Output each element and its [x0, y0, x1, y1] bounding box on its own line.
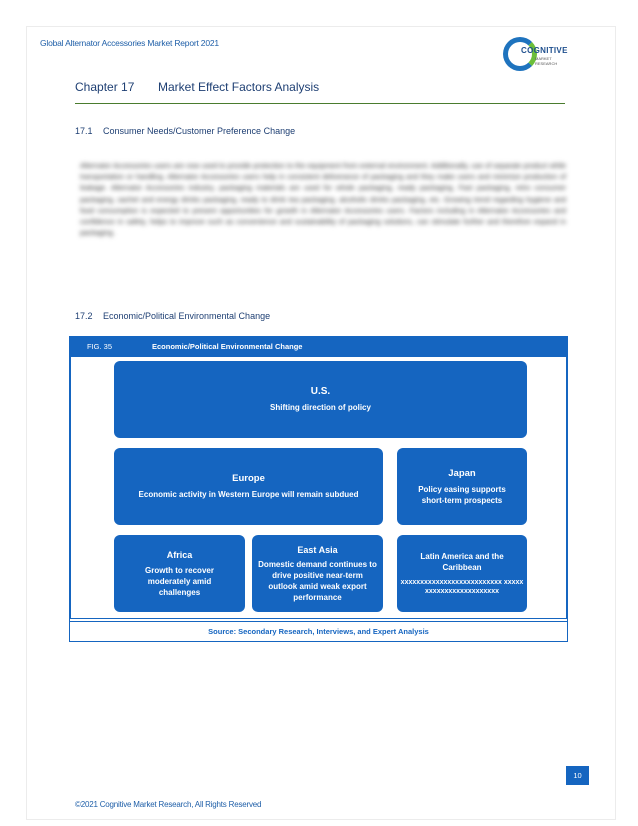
- blurred-paragraph: Alternator Accessories users are now used to provide protection to the equipment from external environment. Additionally, use of separate product while transportation or handling. Alternator Accessories users help in consistent deliverance of packaging and they make users and minimize production of leakage. Alternator Accessories industry, packaging materials are used for whole packaging, ready packaging, Fast packaging, retro consumer packaging, sachet and energy drinks packaging, ready to drink tea packaging, alcoholic drinks packaging, etc. Growing trend regarding hygiene and food consumption is expected to present opportunities for growth in Alternator Accessories users. Factors including in Alternator Accessories and confidence in safety, helps to improve such as convenience and sustainability of packaging solutions, can stimulate further and therefore expand in packaging.: [80, 161, 566, 238]
- footer-copyright: ©2021 Cognitive Market Research, All Rights Reserved: [75, 800, 262, 809]
- logo-subtext: [535, 56, 557, 66]
- region-box-us: [114, 361, 527, 438]
- figure-source: Source: Secondary Research, Interviews, and Expert Analysis: [70, 621, 567, 643]
- region-box-latin-america: [397, 535, 527, 612]
- logo-text: COGNITIVE: [521, 46, 568, 55]
- region-name: Latin America and the Caribbean: [420, 552, 504, 572]
- figure-title: Economic/Political Environmental Change: [152, 342, 303, 351]
- logo-subtext-line: MARKET: [535, 56, 552, 61]
- region-box-east-asia: [252, 535, 383, 612]
- region-box-japan: [397, 448, 527, 525]
- page-number: 10: [566, 766, 589, 785]
- region-name: U.S.: [310, 386, 331, 397]
- region-text: Economic activity in Western Europe will remain subdued: [138, 490, 359, 499]
- figure-label: FIG. 35: [87, 342, 113, 351]
- region-name: East Asia: [297, 544, 338, 555]
- report-title: Global Alternator Accessories Market Report 2021: [40, 38, 219, 48]
- region-name: Africa: [166, 549, 193, 560]
- region-text: Shifting direction of policy: [270, 403, 371, 412]
- heading-divider: [75, 103, 565, 104]
- region-text: Domestic demand continues to drive positive near-term outlook amid weak export performance: [258, 559, 377, 602]
- section-title: Consumer Needs/Customer Preference Change: [103, 126, 296, 136]
- region-name: Japan: [448, 467, 476, 479]
- region-box-africa: [114, 535, 245, 612]
- figure-panel: [69, 336, 568, 642]
- chapter-title: Market Effect Factors Analysis: [158, 80, 320, 94]
- region-text: Policy easing supports short-term prospects: [418, 484, 506, 505]
- company-logo: [503, 37, 568, 77]
- region-box-europe: [114, 448, 383, 525]
- region-text: xxxxxxxxxxxxxxxxxxxxxxxxxx xxxxxxxxxxxxxxxxxxxxxxxx: [400, 579, 524, 595]
- section-number: 17.1: [75, 126, 93, 136]
- figure-body: [70, 357, 567, 619]
- region-name: Europe: [232, 473, 265, 484]
- chapter-number: Chapter 17: [75, 80, 135, 94]
- section-heading: [75, 126, 295, 136]
- section-title: Economic/Political Environmental Change: [103, 311, 271, 321]
- logo-subtext-line: RESEARCH: [535, 61, 558, 66]
- section-number: 17.2: [75, 311, 93, 321]
- section-heading: [75, 311, 270, 321]
- region-text: Growth to recover moderately amid challenges: [145, 565, 214, 597]
- figure-header: [70, 337, 567, 357]
